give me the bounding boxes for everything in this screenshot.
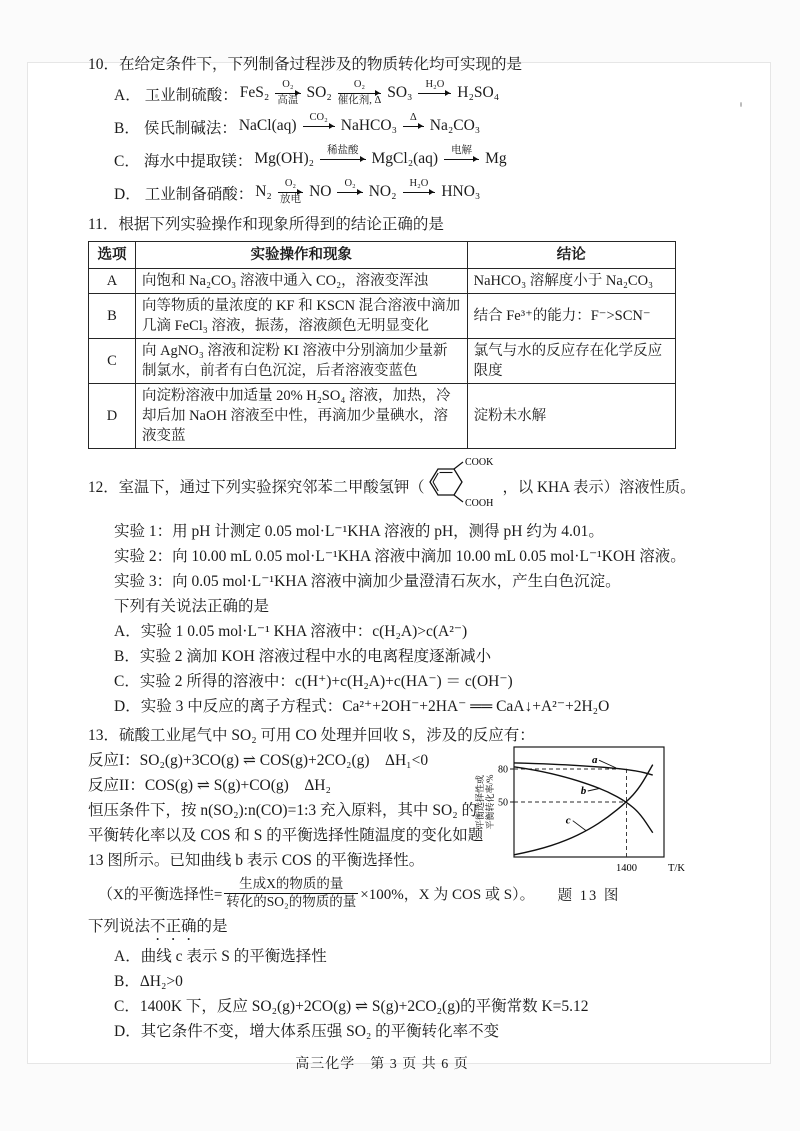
substituent-bottom-label: COOH (464, 498, 493, 509)
q13-reaction-1: 反应I：SO₂(g)+3CO(g) ⇌ COS(g)+2CO₂(g) ΔH₁<0 (88, 752, 429, 769)
question-13 (88, 723, 685, 1044)
table-row (89, 294, 676, 339)
option-prefix: 工业制硫酸： (144, 86, 238, 104)
col-header-conclusion: 结论 (467, 242, 675, 269)
chemical-equation: NaCl(aq) CO₂ NaHCO₃ Δ Na₂CO₃ (238, 112, 481, 135)
q13-paragraph-line2: 平衡转化率以及 COS 和 S 的平衡选择性随温度的变化如题 (88, 827, 484, 844)
q13-option-d: D．其它条件不变，增大体系压强 SO₂ 的平衡转化率不变 (114, 1022, 500, 1040)
option-prefix: 工业制备硝酸： (144, 185, 254, 203)
cell-operation: 向淀粉溶液中加适量 20% H₂SO₄ 溶液，加热，冷却后加 NaOH 溶液至中性，再滴加少量碘水，溶液变蓝 (135, 384, 467, 449)
option-label: C． (114, 152, 140, 170)
q12-stem (88, 455, 696, 519)
svg-text:b: b (580, 785, 587, 797)
q10-stem: 10．在给定条件下，下列制备过程涉及的物质转化均可实现的是 (88, 56, 523, 73)
lead-emphasized: 不正确 (150, 917, 197, 935)
page-footer: 高三化学 第 3 页 共 6 页 (295, 1056, 469, 1072)
q13-option-c: C．1400K 下，反应 SO₂(g)+2CO(g) ⇌ S(g)+2CO₂(g)的平衡常数 K=5.12 (114, 997, 589, 1015)
chemical-equation: Mg(OH)₂ 稀盐酸 MgCl₂(aq) 电解 Mg (254, 145, 507, 168)
formula-close: ×100%，X 为 COS 或 S）。 (360, 886, 535, 903)
cell-option: C (89, 339, 136, 384)
svg-text:50: 50 (498, 797, 508, 809)
col-header-option: 选项 (89, 242, 136, 269)
svg-text:1400: 1400 (616, 863, 637, 874)
q12-experiment-2: 实验 2：向 10.00 mL 0.05 mol·L⁻¹KHA 溶液中滴加 10.00 mL 0.05 mol·L⁻¹KOH 溶液。 (114, 548, 686, 565)
option-label: B． (114, 119, 140, 137)
cell-option: A (89, 269, 136, 294)
page-content (88, 52, 696, 1073)
q12-experiment-1: 实验 1：用 pH 计测定 0.05 mol·L⁻¹KHA 溶液的 pH，测得 pH 约为 4.01。 (114, 523, 604, 540)
substituent-top-label: COOK (464, 457, 493, 468)
q12-stem-start: 12．室温下，通过下列实验探究邻苯二甲酸氢钾（ (88, 478, 425, 496)
q13-option-b: B．ΔH₂>0 (114, 972, 183, 990)
option-prefix: 海水中提取镁： (143, 152, 253, 170)
svg-text:c: c (565, 814, 571, 827)
q13-lead (88, 914, 676, 944)
q10-option-d (88, 176, 676, 209)
question-10 (88, 52, 676, 209)
cell-conclusion: 氯气与水的反应存在化学反应限度 (467, 339, 675, 384)
chemical-equation: FeS₂ O₂ 高温 SO₂ O₂ 催化剂, Δ SO₃ H₂O H₂SO₄ (239, 79, 500, 106)
q12-option-d: D．实验 3 中反应的离子方程式：Ca²⁺+2OH⁻+2HA⁻ ══ CaA↓+A²⁻+2H₂O (114, 698, 610, 715)
q12-stem-end: ，以 KHA 表示）溶液性质。 (502, 478, 696, 496)
svg-text:80: 80 (498, 764, 508, 776)
formula-open: （X的平衡选择性= (98, 886, 223, 903)
table-row (89, 384, 676, 449)
cell-conclusion: NaHCO₃ 溶解度小于 Na₂CO₃ (467, 269, 675, 294)
q13-paragraph-line3: 13 图所示。已知曲线 b 表示 COS 的平衡选择性。 (88, 852, 425, 869)
cell-operation: 向等物质的量浓度的 KF 和 KSCN 混合溶液中滴加几滴 FeCl₃ 溶液，振荡，溶液颜色无明显变化 (135, 294, 467, 339)
lead-suffix: 的是 (196, 917, 228, 935)
col-header-operation: 实验操作和现象 (135, 242, 467, 269)
q13-option-a: A．曲线 c 表示 S 的平衡选择性 (114, 947, 327, 965)
fraction-denominator: 转化的SO₂的物质的量 (226, 893, 357, 909)
scan-speck (740, 102, 742, 107)
figure-13-chart (474, 739, 688, 905)
q10-option-c (88, 143, 676, 176)
formula-fraction (224, 876, 358, 911)
q13-reaction-2: 反应II：COS(g) ⇌ S(g)+CO(g) ΔH₂ (88, 777, 331, 794)
cell-option: D (89, 384, 136, 449)
question-11 (88, 212, 676, 449)
table-row (89, 269, 676, 294)
option-prefix: 侯氏制碱法： (143, 119, 237, 137)
benzene-ring-diagram (426, 455, 502, 511)
question-12 (88, 455, 696, 719)
figure-caption: 题 13 图 (557, 888, 621, 904)
lead-prefix: 下列说法 (88, 917, 151, 935)
cell-option: B (89, 294, 136, 339)
y-axis-label-line2: 平衡转化率/% (485, 774, 495, 830)
chemical-equation: N₂ O₂ 放电 NO O₂ NO₂ H₂O HNO₃ (255, 178, 481, 205)
option-label: D． (114, 185, 141, 203)
q11-stem: 11．根据下列实验操作和现象所得到的结论正确的是 (88, 216, 444, 233)
equilibrium-line-chart (474, 739, 686, 881)
experiment-table (88, 241, 676, 449)
table-header-row (89, 242, 676, 269)
cell-conclusion: 淀粉未水解 (467, 384, 675, 449)
q12-option-b: B．实验 2 滴加 KOH 溶液过程中水的电离程度逐渐减小 (114, 648, 492, 665)
q12-experiment-3: 实验 3：向 0.05 mol·L⁻¹KHA 溶液中滴加少量澄清石灰水，产生白色沉淀。 (114, 573, 621, 590)
cell-operation: 向 AgNO₃ 溶液和淀粉 KI 溶液中分别滴加少量新制氯水，前者有白色沉淀，后者溶液变蓝色 (135, 339, 467, 384)
q10-option-b (88, 110, 676, 143)
q13-paragraph-line1: 恒压条件下，按 n(SO₂):n(CO)=1:3 充入原料，其中 SO₂ 的 (88, 802, 477, 819)
q10-option-a (88, 77, 676, 110)
fraction-numerator: 生成X的物质的量 (239, 876, 344, 891)
y-axis-label-line1: 平衡选择性或 (475, 774, 485, 830)
svg-text:T/K: T/K (668, 863, 685, 874)
svg-text:a: a (592, 754, 598, 767)
q12-option-a: A．实验 1 0.05 mol·L⁻¹ KHA 溶液中：c(H₂A)>c(A²⁻) (114, 623, 468, 640)
phthalate-structure (426, 455, 502, 519)
table-row (89, 339, 676, 384)
cell-operation: 向饱和 Na₂CO₃ 溶液中通入 CO₂，溶液变浑浊 (135, 269, 467, 294)
q13-stem: 13．硫酸工业尾气中 SO₂ 可用 CO 处理并回收 S，涉及的反应有： (88, 727, 535, 744)
cell-conclusion: 结合 Fe³⁺的能力：F⁻>SCN⁻ (467, 294, 675, 339)
q12-lead: 下列有关说法正确的是 (114, 598, 270, 615)
option-label: A． (114, 86, 141, 104)
q12-option-c: C．实验 2 所得的溶液中：c(H⁺)+c(H₂A)+c(HA⁻) ＝ c(OH⁻) (114, 673, 513, 690)
